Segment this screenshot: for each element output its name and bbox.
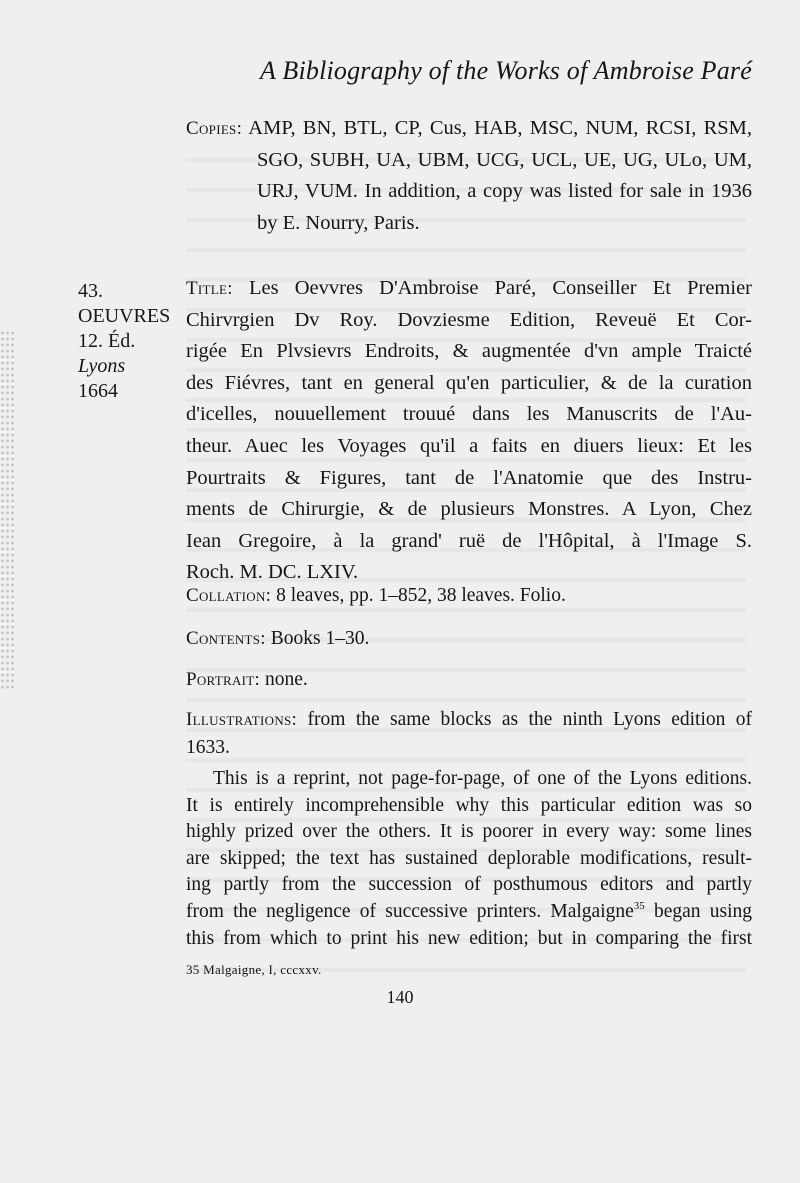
page-number: 140 xyxy=(386,987,414,1007)
portrait-text: none. xyxy=(264,669,308,690)
footnote xyxy=(186,962,322,978)
collation-label: Collation: xyxy=(186,585,272,606)
title-line-8: ments de Chirurgie, & de plusieurs Monstres. A Lyon, Chez xyxy=(186,498,752,521)
footnote-marker: 35 xyxy=(186,962,200,977)
para-line-2: It is entirely incomprehensible why this particular edition was so xyxy=(186,794,752,816)
para-line-3: highly prized over the others. It is poorer in every way: some lines xyxy=(186,821,752,843)
commentary-paragraph xyxy=(186,766,752,952)
para-line-7: this from which to print his new edition; but in comparing the first xyxy=(186,927,752,949)
portrait-label: Portrait: xyxy=(186,669,261,690)
illustrations-label: Illustrations: xyxy=(186,709,298,730)
illustrations-line-2: 1633. xyxy=(186,737,230,758)
title-line-5: d'icelles, nouuellement trouué dans les Manuscrits de l'Au- xyxy=(186,403,752,426)
para-line-6: from the negligence of successive printers. Malgaigne$^{35}$ began using xyxy=(186,899,752,922)
entry-year: 1664 xyxy=(78,380,118,402)
contents-section xyxy=(186,627,752,651)
copies-line-2: SGO, SUBH, UA, UBM, UCG, UCL, UE, UG, ULo, UM, xyxy=(257,148,752,171)
entry-place: Lyons xyxy=(78,355,126,377)
illustrations-section xyxy=(186,706,752,762)
title-line-1: Title: Les Oevvres D'Ambroise Paré, Conseiller Et Premier xyxy=(186,277,752,299)
entry-edition: 12. Éd. xyxy=(78,330,136,352)
para-line-5: ing partly from the succession of posthumous editors and partly xyxy=(186,874,752,896)
collation-text: 8 leaves, pp. 1–852, 38 leaves. Folio. xyxy=(276,585,566,606)
running-head: A Bibliography of the Works of Ambroise Paré xyxy=(260,56,752,85)
entry-margin-note xyxy=(78,279,170,404)
copies-line-1: Copies: AMP, BN, BTL, CP, Cus, HAB, MSC, NUM, RCSI, RSM, xyxy=(186,117,752,139)
para-line-1: This is a reprint, not page-for-page, of one of the Lyons editions. xyxy=(213,768,752,789)
binding-holes xyxy=(0,330,16,690)
portrait-section xyxy=(186,668,752,692)
copies-label: Copies: xyxy=(186,118,243,139)
copies-line-3: URJ, VUM. In addition, a copy was listed for sale in 1936 xyxy=(257,180,752,202)
contents-text: Books 1–30. xyxy=(270,628,370,649)
collation-section xyxy=(186,584,752,608)
title-section xyxy=(186,273,752,589)
title-line-2: Chirvrgien Dv Roy. Dovziesme Edition, Reveuë Et Cor- xyxy=(186,308,752,331)
title-line-6: theur. Auec les Voyages qu'il a faits en diuers lieux: Et les xyxy=(186,434,752,457)
title-line-10: Roch. M. DC. LXIV. xyxy=(186,561,359,584)
entry-number: 43. xyxy=(78,280,103,302)
copies-line-4: by E. Nourry, Paris. xyxy=(257,211,420,234)
footnote-reference: 35 xyxy=(633,899,645,912)
para-line-4: are skipped; the text has sustained deplorable modifications, result- xyxy=(186,847,752,869)
title-line-4: des Fiévres, tant en general qu'en particulier, & de la curation xyxy=(186,371,752,394)
title-label: Title: xyxy=(186,278,233,299)
contents-label: Contents: xyxy=(186,628,266,649)
title-line-7: Pourtraits & Figures, tant de l'Anatomie que des Instru- xyxy=(186,466,752,489)
title-line-9: Iean Gregoire, à la grand' ruë de l'Hôpital, à l'Image S. xyxy=(186,529,752,552)
footnote-text: Malgaigne, I, cccxxv. xyxy=(199,962,322,977)
entry-short-title: OEUVRES xyxy=(78,305,171,327)
title-line-3: rigée En Plvsievrs Endroits, & augmentée d'vn ample Traicté xyxy=(186,340,752,363)
copies-section xyxy=(186,113,752,239)
illustrations-line-1: Illustrations: from the same blocks as the ninth Lyons edition of xyxy=(186,709,752,730)
